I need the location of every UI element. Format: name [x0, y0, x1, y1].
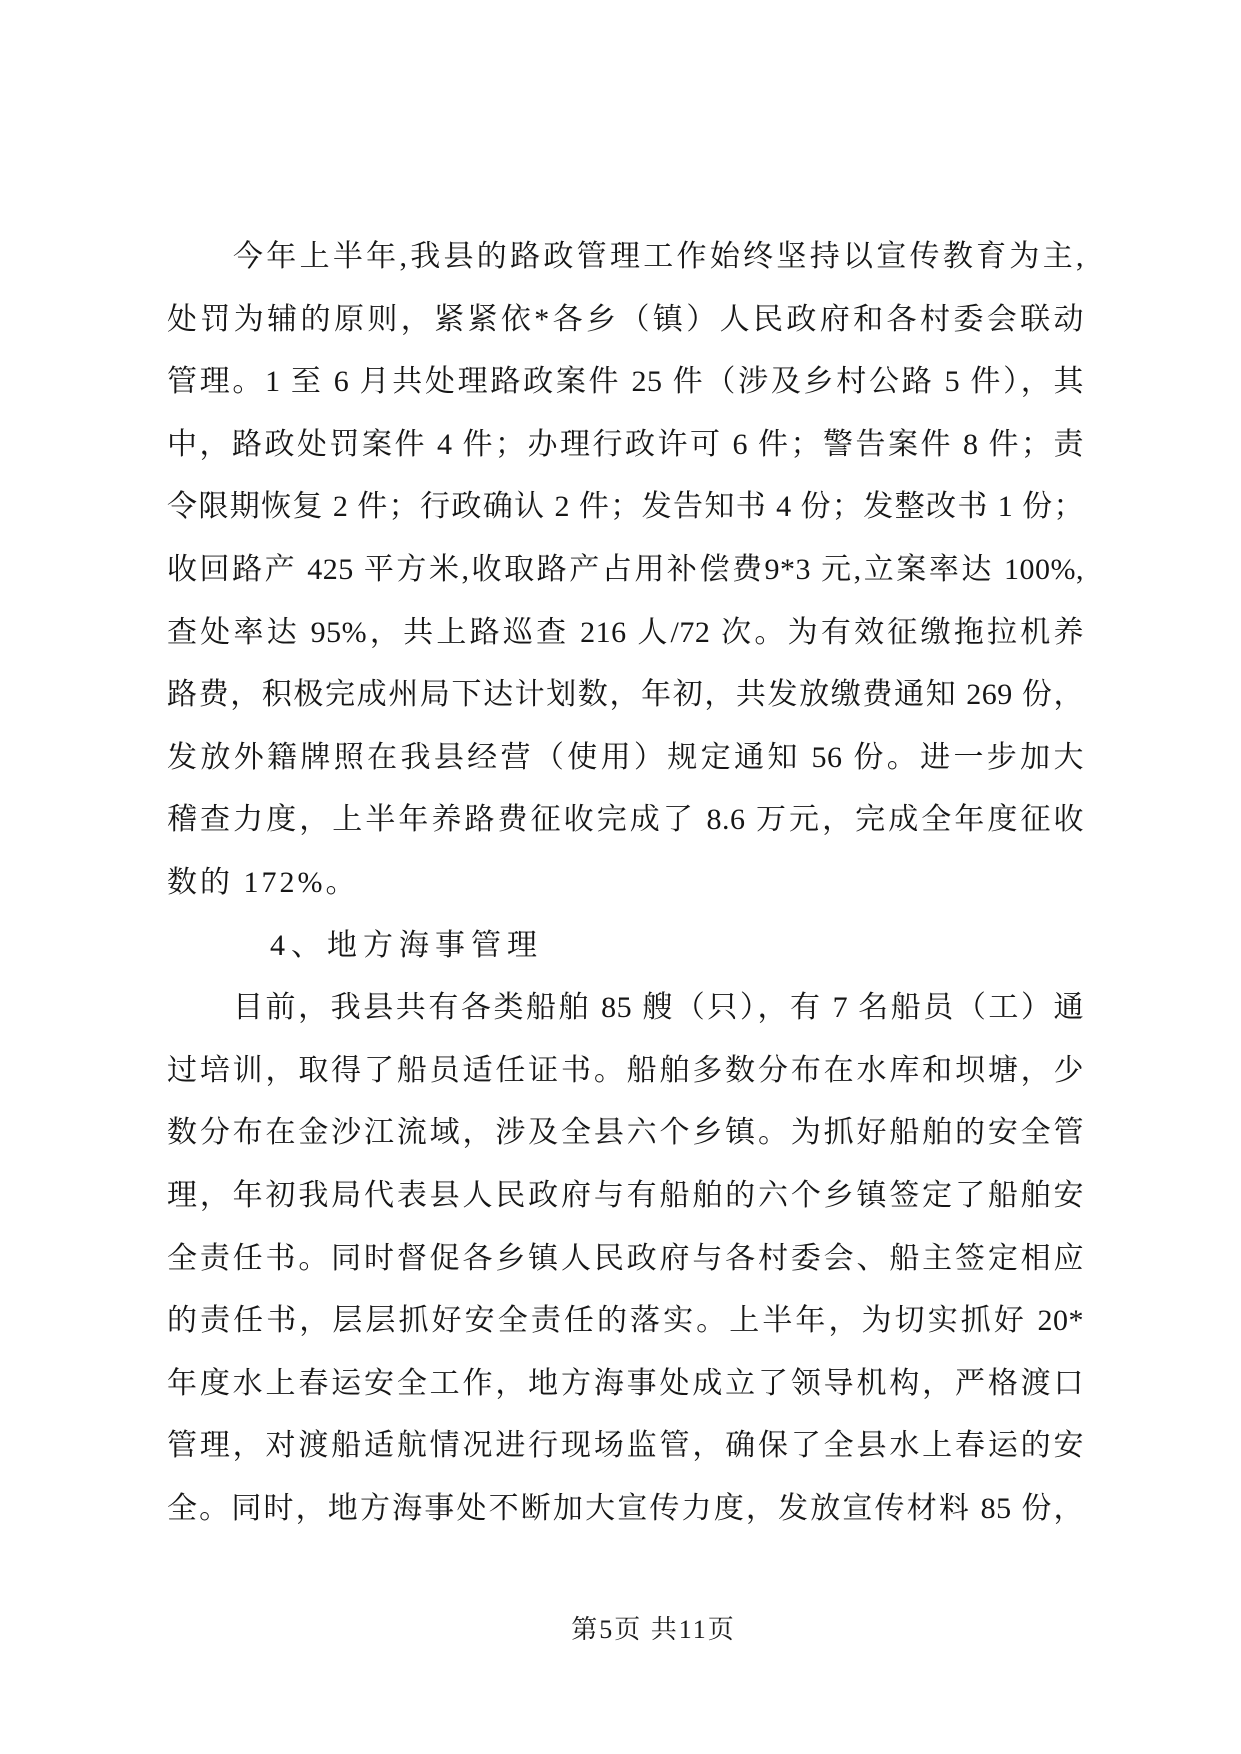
- paragraph-line: 年度水上春运安全工作，地方海事处成立了领导机构，严格渡口: [167, 1366, 1084, 1400]
- page-footer: 第5页 共11页: [571, 1615, 736, 1644]
- paragraph-line: 发放外籍牌照在我县经营（使用）规定通知 56 份。进一步加大: [167, 740, 1084, 774]
- paragraph-line: 今年上半年,我县的路政管理工作始终坚持以宣传教育为主,: [233, 240, 1084, 273]
- section-heading: 4、地方海事管理: [270, 928, 543, 962]
- document-body: [167, 226, 1084, 1540]
- paragraph-line: 管理，对渡船适航情况进行现场监管，确保了全县水上春运的安: [167, 1429, 1084, 1463]
- paragraph-line: 查处率达 95%，共上路巡查 216 人/72 次。为有效征缴拖拉机养: [167, 615, 1084, 649]
- paragraph-line: 令限期恢复 2 件；行政确认 2 件；发告知书 4 份；发整改书 1 份；: [167, 490, 1084, 524]
- paragraph-line: 理，年初我局代表县人民政府与有船舶的六个乡镇签定了船舶安: [167, 1178, 1084, 1212]
- paragraph-line: 路费，积极完成州局下达计划数，年初，共发放缴费通知 269 份，: [167, 678, 1084, 712]
- paragraph-line: 处罚为辅的原则，紧紧依*各乡（镇）人民政府和各村委会联动: [167, 302, 1084, 336]
- paragraph-line: 过培训，取得了船员适任证书。船舶多数分布在水库和坝塘，少: [167, 1053, 1084, 1087]
- paragraph-line: 的责任书，层层抓好安全责任的落实。上半年，为切实抓好 20*: [167, 1304, 1084, 1338]
- paragraph-line: 全。同时，地方海事处不断加大宣传力度，发放宣传材料 85 份，: [167, 1491, 1084, 1525]
- paragraph-line: 收回路产 425 平方米,收取路产占用补偿费9*3 元,立案率达 100%,: [167, 552, 1084, 586]
- paragraph-line: 稽查力度，上半年养路费征收完成了 8.6 万元，完成全年度征收: [167, 803, 1084, 837]
- paragraph-line: 全责任书。同时督促各乡镇人民政府与各村委会、船主签定相应: [167, 1241, 1084, 1275]
- paragraph-line: 数分布在金沙江流域，涉及全县六个乡镇。为抓好船舶的安全管: [167, 1116, 1084, 1150]
- paragraph-line: 数的 172%。: [167, 865, 359, 899]
- paragraph-line: 管理。1 至 6 月共处理路政案件 25 件（涉及乡村公路 5 件），其: [167, 365, 1084, 399]
- paragraph-line: 目前，我县共有各类船舶 85 艘（只），有 7 名船员（工）通: [233, 991, 1084, 1025]
- paragraph-line: 中，路政处罚案件 4 件；办理行政许可 6 件；警告案件 8 件；责: [167, 427, 1084, 461]
